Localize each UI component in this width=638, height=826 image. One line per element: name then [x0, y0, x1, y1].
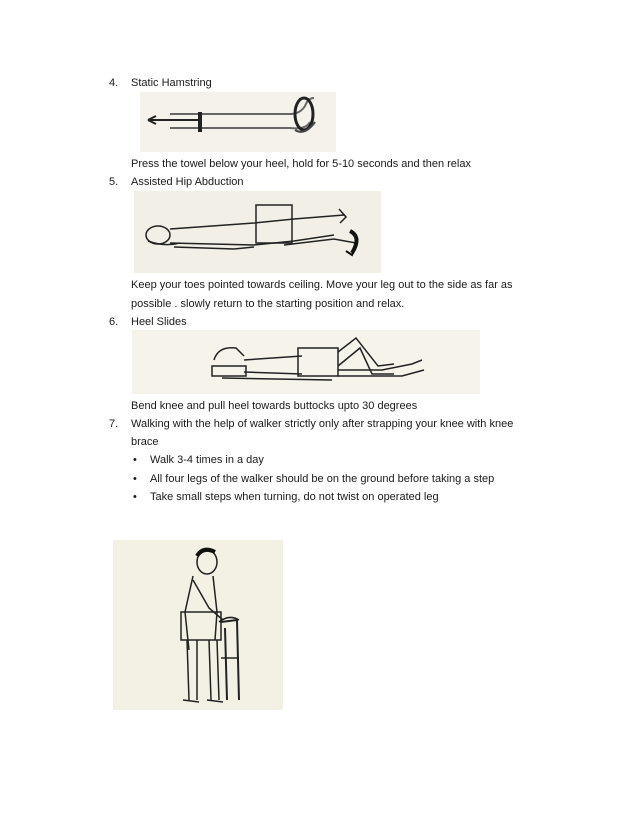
instruction-text: Press the towel below your heel, hold for 5-10 seconds and then relax [131, 158, 471, 170]
walker-illustration [113, 540, 283, 710]
item-number: 7. [109, 418, 119, 430]
bullet-icon: • [133, 473, 137, 485]
bullet-icon: • [133, 454, 137, 466]
bullet-text: All four legs of the walker should be on the ground before taking a step [150, 473, 495, 485]
item-title: Assisted Hip Abduction [131, 176, 244, 188]
item-title: Heel Slides [131, 316, 187, 328]
bullet-text: Walk 3-4 times in a day [150, 454, 264, 466]
item-title-line-2: brace [131, 436, 159, 448]
heel-slides-illustration [132, 330, 480, 394]
static-hamstring-illustration [140, 92, 336, 152]
bullet-icon: • [133, 491, 137, 503]
item-title-line-1: Walking with the help of walker strictly only after strapping your knee with knee [131, 418, 514, 430]
instruction-text: Bend knee and pull heel towards buttocks upto 30 degrees [131, 400, 418, 412]
item-number: 4. [109, 77, 119, 89]
item-number: 6. [109, 316, 119, 328]
hip-abduction-illustration [134, 191, 381, 273]
item-number: 5. [109, 176, 119, 188]
item-title: Static Hamstring [131, 77, 212, 89]
instruction-text: possible . slowly return to the starting position and relax. [131, 298, 405, 310]
instruction-text: Keep your toes pointed towards ceiling. Move your leg out to the side as far as [131, 279, 513, 291]
bullet-text: Take small steps when turning, do not twist on operated leg [150, 491, 439, 503]
